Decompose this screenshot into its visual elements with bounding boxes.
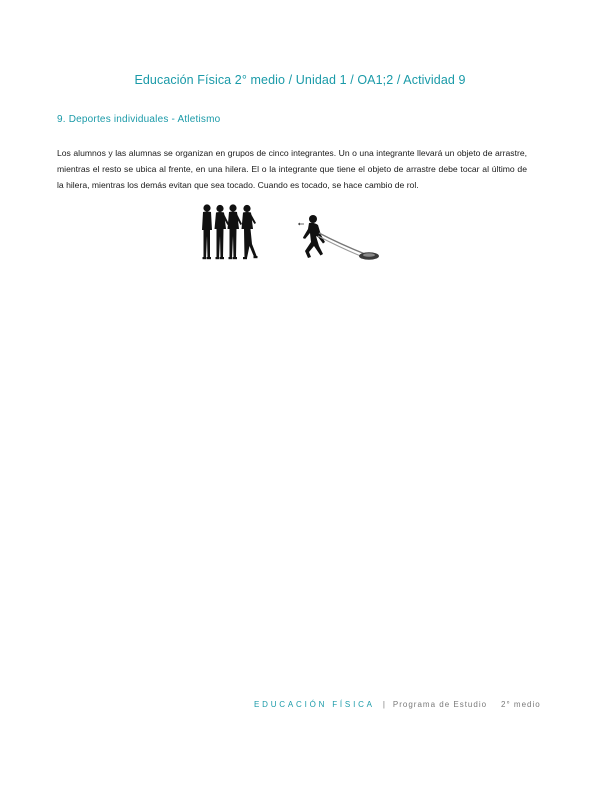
activity-illustration: [195, 202, 385, 264]
drag-rope: [319, 233, 365, 254]
student-figure: [215, 205, 230, 259]
activity-description: Los alumnos y las alumnas se organizan en grupos de cinco integrantes. Un o una integrante llevará un objeto de arrastre, mientras el resto se ubica al frente, en una hilera. El o la integrante que tiene el objeto de arrastre debe tocar al último de la hilera, mientras los demás evitan que sea tocado. Cuando es tocado, se hace cambio de rol.: [57, 148, 527, 190]
runner-dragging-object-icon: [298, 215, 379, 260]
student-figure: [242, 205, 258, 259]
footer-separator: |: [382, 700, 385, 709]
page-title: Educación Física 2° medio / Unidad 1 / OA1;2 / Actividad 9: [134, 73, 466, 87]
section-heading: 9. Deportes individuales - Atletismo: [57, 114, 221, 125]
footer-grade: 2° medio: [501, 700, 541, 709]
runner-figure: [303, 215, 325, 258]
activity-illustration-svg: [195, 202, 385, 264]
footer: [254, 700, 554, 709]
students-in-line-icon: [202, 204, 258, 259]
footer-program: Programa de Estudio: [392, 700, 488, 709]
footer-brand: EDUCACIÓN FÍSICA: [254, 700, 375, 709]
student-figure: [202, 204, 212, 259]
student-figure: [228, 204, 243, 259]
drag-rope: [318, 236, 363, 257]
